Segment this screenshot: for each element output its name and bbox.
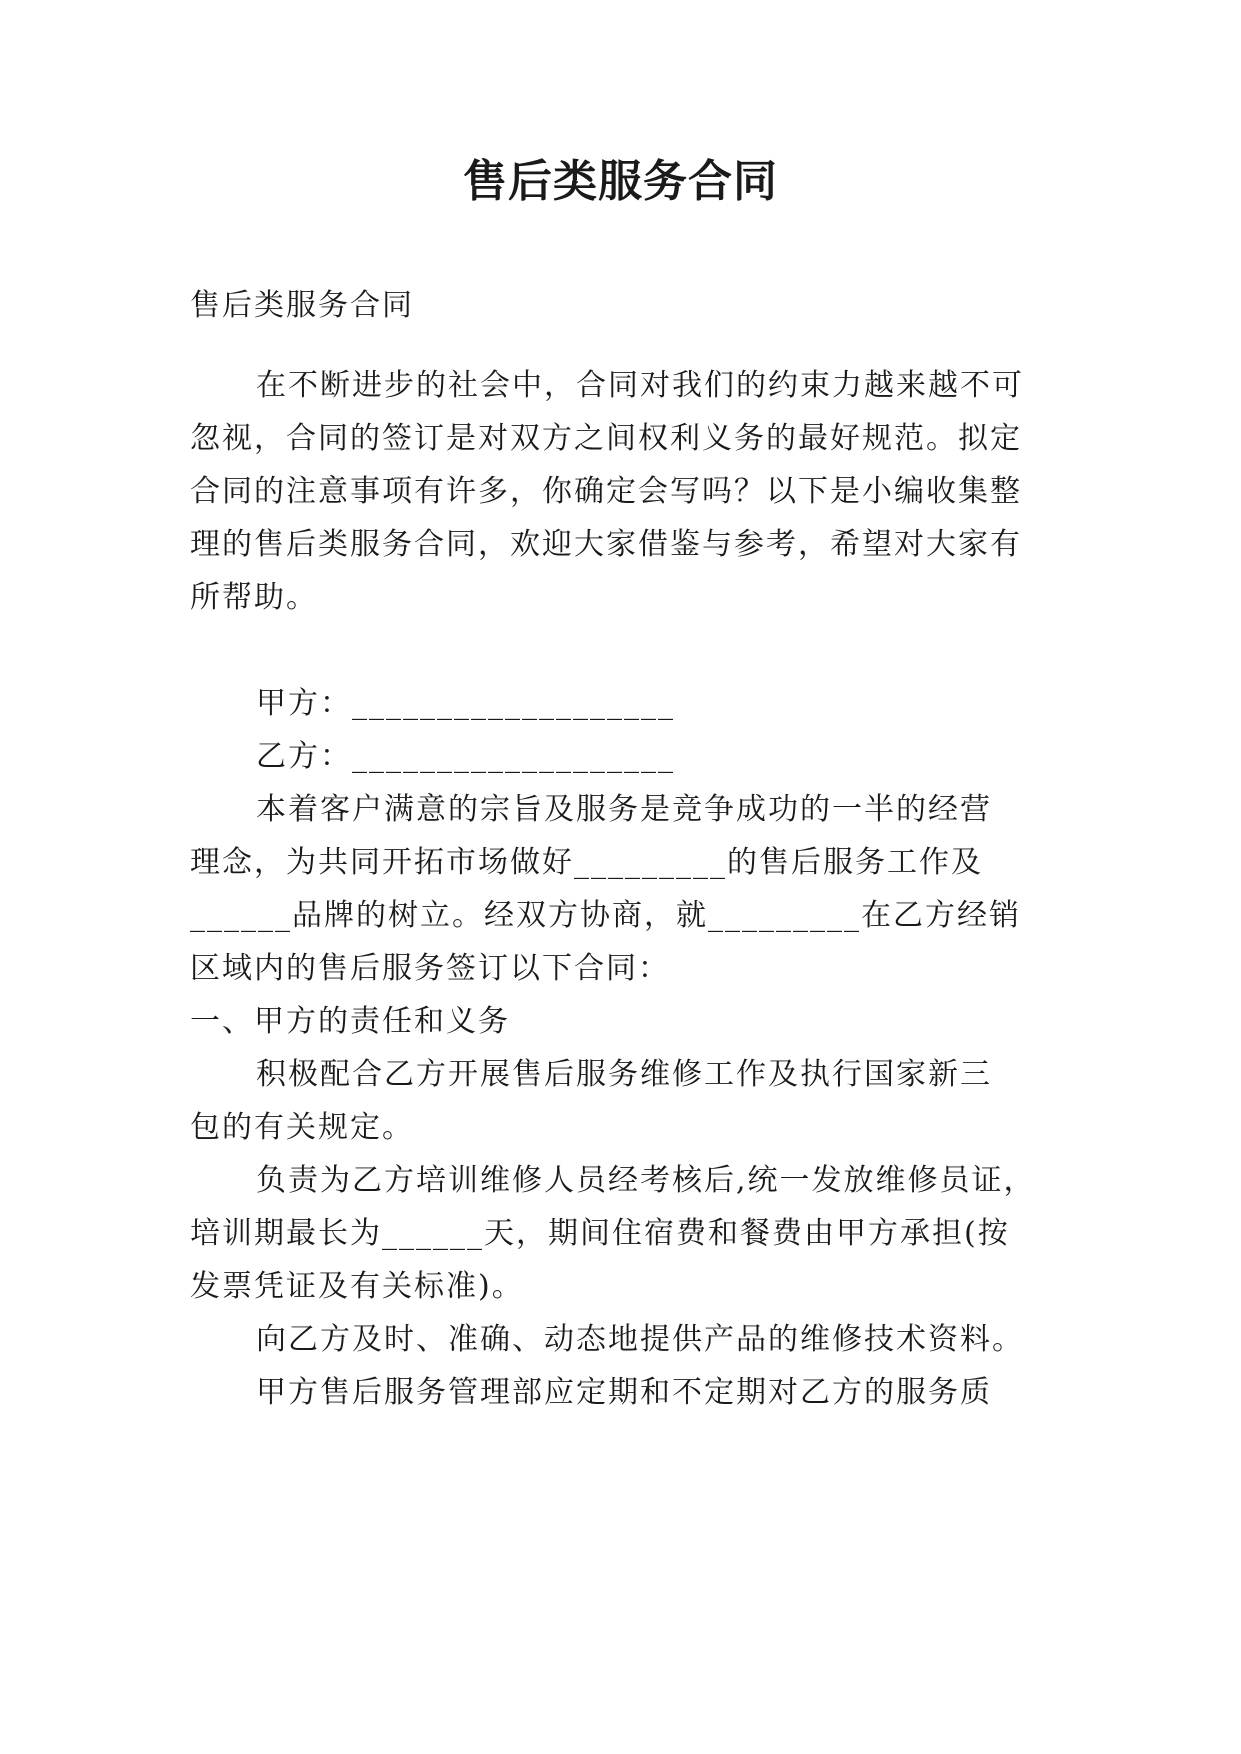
clause-line: 培训期最长为______天，期间住宿费和餐费由甲方承担(按 — [190, 1216, 1010, 1251]
subtitle-line: 售后类服务合同 — [190, 288, 414, 323]
party-b-line: 乙方：___________________ — [256, 739, 675, 774]
clause-line: 甲方售后服务管理部应定期和不定期对乙方的服务质 — [256, 1375, 992, 1410]
clause-line: 负责为乙方培训维修人员经考核后,统一发放维修员证， — [256, 1163, 1036, 1198]
preamble-line: 理念，为共同开拓市场做好_________的售后服务工作及 — [190, 845, 983, 880]
document-title: 售后类服务合同 — [463, 156, 778, 207]
intro-paragraph-line: 理的售后类服务合同，欢迎大家借鉴与参考，希望对大家有 — [190, 527, 1022, 562]
intro-paragraph-line: 合同的注意事项有许多，你确定会写吗？以下是小编收集整 — [190, 474, 1022, 509]
party-a-line: 甲方：___________________ — [256, 686, 675, 721]
preamble-line: 区域内的售后服务签订以下合同： — [190, 951, 670, 986]
clause-line: 发票凭证及有关标准)。 — [190, 1269, 524, 1304]
intro-paragraph-line: 忽视，合同的签订是对双方之间权利义务的最好规范。拟定 — [190, 421, 1022, 456]
intro-paragraph-line: 在不断进步的社会中，合同对我们的约束力越来越不可 — [256, 368, 1024, 403]
intro-paragraph-line: 所帮助。 — [190, 580, 318, 615]
clause-line: 积极配合乙方开展售后服务维修工作及执行国家新三 — [256, 1057, 992, 1092]
clause-line: 包的有关规定。 — [190, 1110, 414, 1145]
clause-line: 向乙方及时、准确、动态地提供产品的维修技术资料。 — [256, 1322, 1024, 1357]
preamble-line: ______品牌的树立。经双方协商，就_________在乙方经销 — [190, 898, 1021, 933]
section-heading: 一、甲方的责任和义务 — [190, 1004, 510, 1039]
preamble-line: 本着客户满意的宗旨及服务是竞争成功的一半的经营 — [256, 792, 992, 827]
